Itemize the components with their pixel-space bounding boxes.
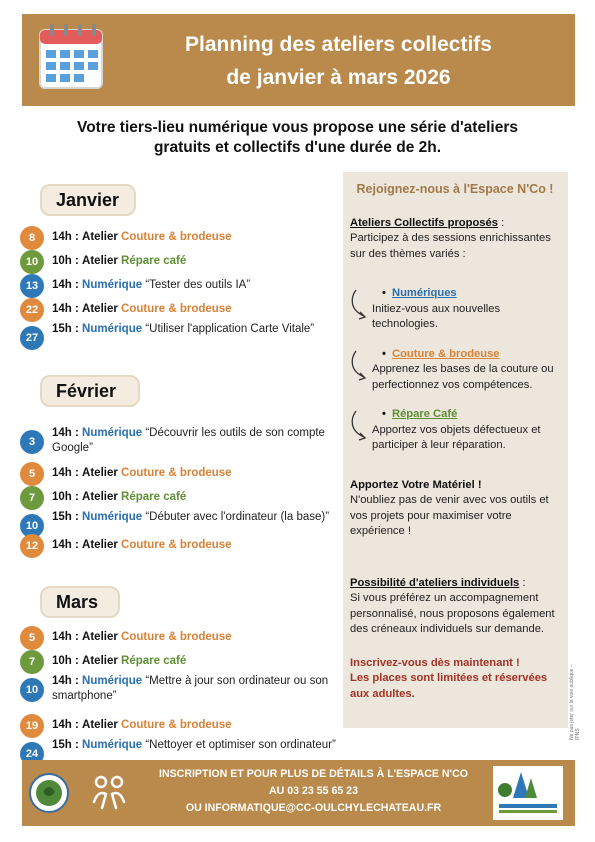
- info-panel: [343, 172, 568, 728]
- panel-title: Rejoignez-nous à l'Espace N'Co !: [356, 182, 554, 196]
- contact-phone[interactable]: AU 03 23 55 65 23: [269, 785, 358, 797]
- theme-text: Initiez-vous aux nouvelles technologies.: [372, 302, 501, 330]
- event-time: 14h :: [52, 303, 79, 315]
- ateliers-colon: :: [497, 216, 505, 229]
- curved-arrow-icon: [350, 288, 372, 322]
- event-day-badge: 7: [20, 486, 44, 510]
- event-day-badge: 13: [20, 274, 44, 298]
- materiel-text: N'oubliez pas de venir avec vos outils et vos projets pour maximiser votre expérience !: [350, 494, 549, 537]
- event-text: [52, 674, 350, 704]
- event-row: [20, 226, 350, 250]
- cta-line-2: Les places sont limitées et réservées aux adultes.: [350, 672, 548, 700]
- event-text: [52, 510, 350, 525]
- individuel-text: Si vous préférez un accompagnement personnalisé, nous proposons également des créneaux individuels sur demande.: [350, 592, 555, 635]
- theme-label: • Répare Café: [372, 407, 560, 423]
- event-theme: Numérique: [82, 675, 143, 687]
- event-time: 14h :: [52, 539, 79, 551]
- event-text: [52, 466, 350, 481]
- event-prefix: Atelier: [82, 255, 118, 267]
- event-day-badge: 10: [20, 514, 44, 538]
- event-description: “Utiliser l'application Carte Vitale”: [145, 323, 315, 335]
- event-theme: Couture & brodeuse: [121, 231, 232, 243]
- event-time: 10h :: [52, 255, 79, 267]
- event-theme: Couture & brodeuse: [121, 631, 232, 643]
- event-text: [52, 630, 350, 645]
- event-text: [52, 718, 350, 733]
- calendar-icon: [36, 20, 108, 94]
- event-row: [20, 626, 350, 650]
- event-text: [52, 322, 350, 337]
- event-time: 10h :: [52, 655, 79, 667]
- event-text: [52, 490, 350, 505]
- vertical-legal-note: Ne pas jeter sur la voie publique – IPNS: [569, 664, 581, 740]
- event-time: 14h :: [52, 467, 79, 479]
- theme-text: Apprenez les bases de la couture ou perfectionnez vos compétences.: [372, 363, 554, 391]
- event-row: [20, 462, 350, 486]
- event-row: [20, 534, 350, 558]
- event-theme: Couture & brodeuse: [121, 467, 232, 479]
- event-time: 15h :: [52, 323, 79, 335]
- event-row: [20, 274, 350, 298]
- intro-text: [40, 118, 555, 158]
- event-text: [52, 738, 350, 753]
- event-day-badge: 10: [20, 250, 44, 274]
- event-time: 14h :: [52, 279, 79, 291]
- event-row: [20, 674, 350, 706]
- event-prefix: Atelier: [82, 719, 118, 731]
- event-day-badge: 27: [20, 326, 44, 350]
- event-row: [20, 298, 350, 322]
- theme-repare-cafe: [350, 407, 560, 454]
- month-mars: Mars: [40, 586, 120, 618]
- curved-arrow-icon: [350, 349, 372, 383]
- event-day-badge: 5: [20, 626, 44, 650]
- event-time: 10h :: [52, 491, 79, 503]
- event-prefix: Atelier: [82, 467, 118, 479]
- ateliers-heading: Ateliers Collectifs proposés: [350, 216, 498, 229]
- event-day-badge: 8: [20, 226, 44, 250]
- event-text: [52, 538, 350, 553]
- event-row: [20, 322, 350, 354]
- event-day-badge: 5: [20, 462, 44, 486]
- intro-line-1: Votre tiers-lieu numérique vous propose une série d'ateliers: [77, 119, 518, 136]
- event-day-badge: 24: [20, 742, 44, 766]
- contact-line-1: INSCRIPTION ET POUR PLUS DE DÉTAILS À L'ESPACE N'CO: [159, 768, 468, 780]
- month-janvier: Janvier: [40, 184, 136, 216]
- event-description: “Nettoyer et optimiser son ordinateur”: [145, 739, 336, 751]
- contact-info: [138, 766, 489, 817]
- event-time: 15h :: [52, 739, 79, 751]
- header-banner: [22, 14, 575, 106]
- footer-banner: [22, 760, 575, 826]
- event-prefix: Atelier: [82, 491, 118, 503]
- event-prefix: Atelier: [82, 539, 118, 551]
- event-prefix: Atelier: [82, 631, 118, 643]
- theme-label: • Numériques: [372, 286, 560, 302]
- event-description: “Débuter avec l'ordinateur (la base)”: [145, 511, 330, 523]
- event-day-badge: 10: [20, 678, 44, 702]
- communaute-communes-logo-icon: [491, 764, 565, 822]
- event-day-badge: 22: [20, 298, 44, 322]
- curved-arrow-icon: [350, 409, 372, 443]
- event-prefix: Atelier: [82, 231, 118, 243]
- contact-email[interactable]: OU INFORMATIQUE@CC-OULCHYLECHATEAU.FR: [185, 802, 442, 814]
- event-day-badge: 3: [20, 430, 44, 454]
- people-icon: [88, 772, 130, 814]
- materiel-heading: Apportez Votre Matériel !: [350, 478, 482, 491]
- event-theme: Couture & brodeuse: [121, 539, 232, 551]
- event-theme: Numérique: [82, 323, 143, 335]
- event-description: “Mettre à jour son ordinateur ou son smartphone”: [52, 675, 329, 702]
- individuel-heading: Possibilité d'ateliers individuels: [350, 576, 520, 589]
- event-description: “Tester des outils IA”: [145, 279, 251, 291]
- event-time: 14h :: [52, 631, 79, 643]
- title-line-2: de janvier à mars 2026: [226, 66, 451, 89]
- event-row: [20, 650, 350, 674]
- event-text: [52, 278, 350, 293]
- individuel-colon: :: [519, 576, 526, 589]
- event-theme: Répare café: [121, 491, 187, 503]
- event-theme: Numérique: [82, 279, 143, 291]
- event-time: 14h :: [52, 231, 79, 243]
- event-theme: Couture & brodeuse: [121, 719, 232, 731]
- theme-text: Apportez vos objets défectueux et participer à leur réparation.: [372, 423, 541, 451]
- event-prefix: Atelier: [82, 303, 118, 315]
- title-line-1: Planning des ateliers collectifs: [185, 33, 492, 56]
- event-time: 14h :: [52, 719, 79, 731]
- cta-line-1: Inscrivez-vous dès maintenant !: [350, 656, 520, 669]
- event-row: [20, 714, 350, 738]
- page-title: [112, 28, 565, 94]
- event-theme: Numérique: [82, 739, 143, 751]
- event-text: [52, 302, 350, 317]
- theme-label: • Couture & brodeuse: [372, 347, 560, 363]
- event-day-badge: 19: [20, 714, 44, 738]
- event-prefix: Atelier: [82, 655, 118, 667]
- intro-line-2: gratuits et collectifs d'une durée de 2h.: [153, 139, 442, 156]
- event-description: “Découvrir les outils de son compte Google”: [52, 427, 325, 454]
- espace-nco-logo-icon: [28, 768, 70, 818]
- event-row: [20, 250, 350, 274]
- event-row: [20, 486, 350, 510]
- event-theme: Répare café: [121, 655, 187, 667]
- event-time: 14h :: [52, 427, 79, 439]
- event-theme: Numérique: [82, 511, 143, 523]
- event-day-badge: 12: [20, 534, 44, 558]
- event-time: 15h :: [52, 511, 79, 523]
- event-time: 14h :: [52, 675, 79, 687]
- event-text: [52, 426, 350, 456]
- event-text: [52, 254, 350, 269]
- event-text: [52, 654, 350, 669]
- event-theme: Répare café: [121, 255, 187, 267]
- event-theme: Couture & brodeuse: [121, 303, 232, 315]
- ateliers-text: Participez à des sessions enrichissantes sur des thèmes variés :: [350, 232, 551, 260]
- event-day-badge: 7: [20, 650, 44, 674]
- event-row: [20, 426, 350, 458]
- event-text: [52, 230, 350, 245]
- theme-numeriques: [350, 286, 560, 333]
- event-theme: Numérique: [82, 427, 143, 439]
- month-fevrier: Février: [40, 375, 140, 407]
- theme-couture: [350, 347, 560, 394]
